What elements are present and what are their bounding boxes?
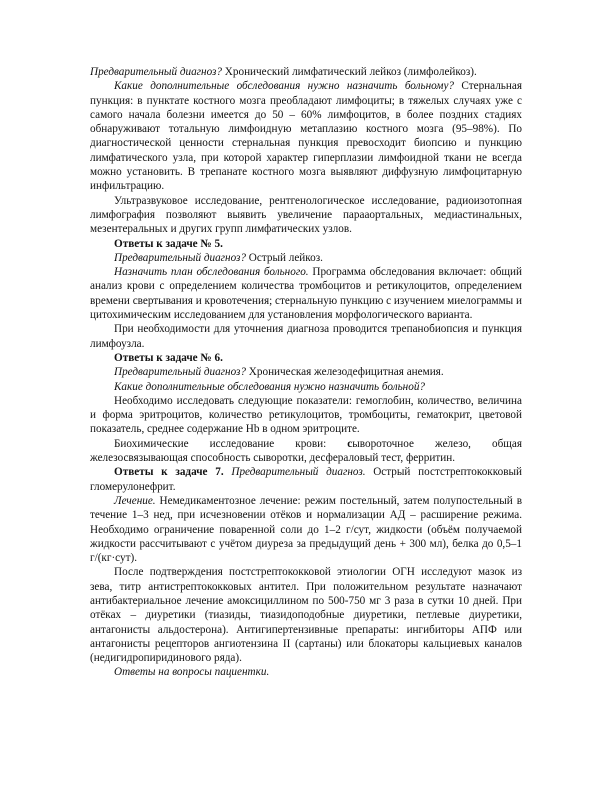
answer-text: Хроническая железодефицитная анемия. <box>246 366 444 379</box>
body-text <box>90 65 522 680</box>
question-label: Предварительный диагноз? <box>114 251 246 264</box>
question-label: Ответы на вопросы пациентки. <box>114 666 270 679</box>
answer-text: После подтверждения постстрептококковой этиологии ОГН исследуют мазок из зева, титр антистрептококковых антител. При положительном результате назначают антибактериальное лечение амоксициллином по 500-750 мг 3 раза в сутки 10 дней. При отёках – диуретики (тиазиды, тиазидоподобные диуретики, петлевые диуретики, антагонисты альдостерона). Антигипертензивные препараты: ингибиторы АПФ или антагонисты рецепторов ангиотензина II (сартаны) или блокаторы кальциевых каналов (недигидропиридинового ряда). <box>90 566 522 665</box>
answer-text: Необходимо исследовать следующие показатели: гемоглобин, количество, величина и форма эритроцитов, количество ретикулоцитов, тромбоциты, гематокрит, цветовой показатель, среднее содержание Hb в одном эритроците. <box>90 394 522 436</box>
paragraph-preliminary-diagnosis-6 <box>90 365 522 379</box>
question-label: Лечение. <box>114 494 156 507</box>
question-label: Предварительный диагноз? <box>90 66 222 78</box>
answer-text: Немедикаментозное лечение: режим постельный, затем полупостельный в течение 1–3 нед, при исчезновении отёков и нормализации АД – расширение режима. Необходимо ограничение поваренной соли до 1–2 г/сут, жидкости (объём получаемой жидкости рассчитывают с учётом диуреза за предыдущий день + 300 мл), белка до 0,5–1 г/(кг·сут). <box>90 494 522 565</box>
paragraph-preliminary-diagnosis-4 <box>90 65 522 79</box>
section-heading: Ответы к задаче № 5. <box>114 237 223 250</box>
answer-text: Биохимические исследование крови: <box>114 437 348 450</box>
heading-task-6 <box>90 351 522 365</box>
heading-task-5 <box>90 237 522 251</box>
answer-text: Острый лейкоз. <box>246 251 323 264</box>
paragraph-treatment <box>90 494 522 565</box>
question-label: Какие дополнительные обследования нужно назначить больной? <box>114 380 426 393</box>
paragraph-biochemistry <box>90 437 522 466</box>
answer-text: Хронический лимфатический лейкоз (лимфолейкоз). <box>222 66 477 78</box>
section-heading: Ответы к задаче № 6. <box>114 351 223 364</box>
paragraph-patient-questions <box>90 665 522 679</box>
paragraph-trepanobiopsy <box>90 322 522 351</box>
paragraph-ultrasound <box>90 194 522 237</box>
answer-text: Острый постстрептококковый гломерулонефрит. <box>90 466 522 493</box>
section-heading: Ответы к задаче 7. <box>114 466 224 479</box>
question-label: Назначить план обследования больного. <box>114 266 309 279</box>
answer-text: Стернальная пункция: в пунктате костного мозга преобладают лимфоциты; в тяжелых случаях уже с самого начала болезни имеется до 50 – 60% лимфоцитов, в более поздних стадиях обнаруживают тотальную лимфоидную метаплазию костного мозга (95–98%). По диагностической ценности стернальная пункция превосходит биопсию и пункцию лимфатического узла, при которой характер гиперплазии лимфоидной ткани не всегда можно установить. В трепанате костного мозга выявляют диффузную лимфоцитарную инфильтрацию. <box>90 80 522 193</box>
answer-text: Программа обследования включает: общий анализ крови с определением количества тромбоцитов и ретикулоцитов, определением времени свертывания и кровотечения; стернальную пункцию с изучением миелограммы и цитохимическим исследованием для установления морфологического варианта. <box>90 266 522 322</box>
paragraph-etiology <box>90 565 522 665</box>
paragraph-exam-plan-5 <box>90 265 522 322</box>
answer-text: Ультразвуковое исследование, рентгенологическое исследование, радиоизотопная лимфография позволяют выявить увеличение парааортальных, медиастинальных, мезентеральных и других групп лимфатических узлов. <box>90 194 522 236</box>
answer-text: При необходимости для уточнения диагноза проводится трепанобиопсия и пункция лимфоузла. <box>90 323 522 350</box>
answer-text-bold-letter: с <box>347 437 353 450</box>
answer-text: ывороточное железо, общая железосвязывающая способность сыворотки, десфераловый тест, ферритин. <box>90 437 522 465</box>
paragraph-additional-tests-4 <box>90 79 522 193</box>
question-label: Предварительный диагноз? <box>114 366 246 379</box>
paragraph-preliminary-diagnosis-5 <box>90 251 522 265</box>
paragraph-additional-tests-6 <box>90 380 522 394</box>
question-label: Предварительный диагноз. <box>231 466 366 479</box>
question-label: Какие дополнительные обследования нужно назначить больному? <box>114 80 455 93</box>
paragraph-blood-indicators <box>90 394 522 437</box>
paragraph-task-7 <box>90 465 522 494</box>
